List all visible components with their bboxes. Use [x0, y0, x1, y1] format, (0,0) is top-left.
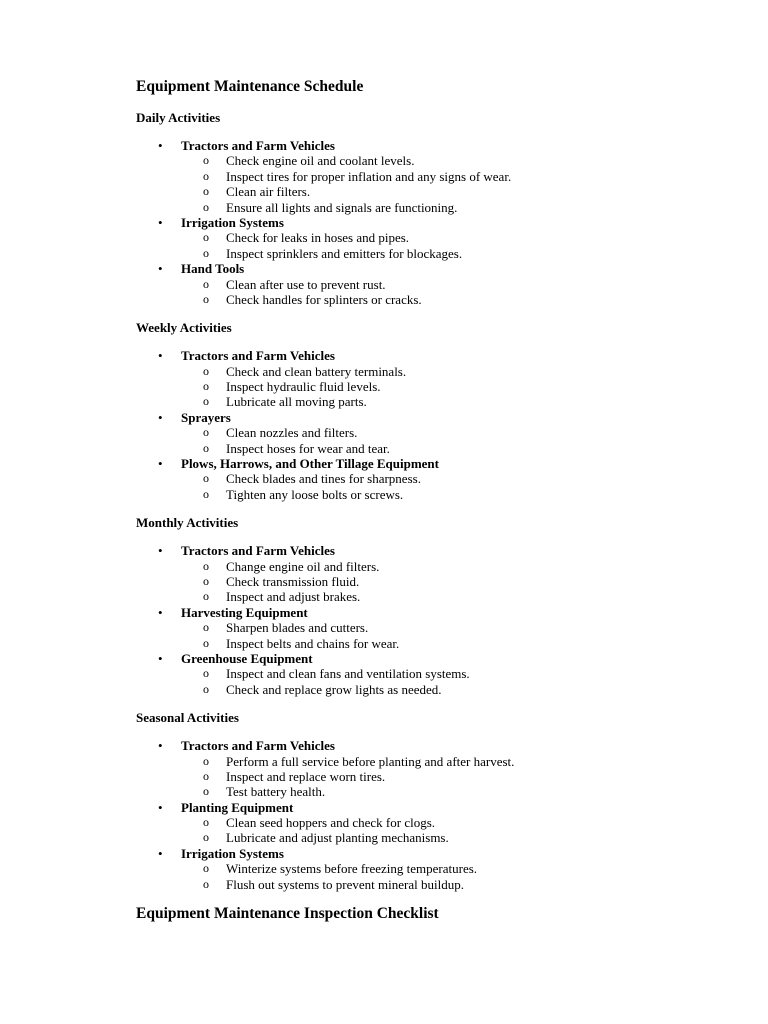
bullet-icon: • [158, 543, 163, 559]
sub-bullet-icon: o [203, 768, 209, 783]
sub-bullet-icon: o [203, 876, 209, 891]
equipment-group-row [136, 846, 736, 861]
task-list [136, 230, 736, 261]
task-item [136, 574, 736, 589]
equipment-group [136, 800, 736, 846]
sub-bullet-icon: o [203, 363, 209, 378]
sub-bullet-icon: o [203, 276, 209, 291]
document-title: Equipment Maintenance Schedule [136, 78, 364, 95]
task-item [136, 754, 736, 769]
task-text: Check handles for splinters or cracks. [226, 291, 422, 307]
equipment-group [136, 738, 736, 800]
bullet-icon: • [158, 456, 163, 472]
sub-bullet-icon: o [203, 861, 209, 876]
equipment-group-name: Tractors and Farm Vehicles [181, 738, 335, 754]
equipment-group-list [136, 738, 736, 892]
equipment-group-row [136, 605, 736, 620]
equipment-group-row [136, 800, 736, 815]
equipment-group-row [136, 261, 736, 276]
task-item [136, 379, 736, 394]
bullet-icon: • [158, 138, 163, 153]
equipment-group-name: Hand Tools [181, 261, 245, 277]
equipment-group-row [136, 215, 736, 230]
equipment-group-name: Tractors and Farm Vehicles [181, 138, 335, 153]
task-text: Change engine oil and filters. [226, 558, 380, 574]
equipment-group [136, 261, 736, 307]
task-text: Inspect belts and chains for wear. [226, 635, 400, 651]
bullet-icon: • [158, 604, 163, 620]
task-text: Flush out systems to prevent mineral buildup. [226, 876, 464, 892]
bullet-icon: • [158, 845, 163, 861]
sub-bullet-icon: o [203, 291, 209, 306]
task-list [136, 620, 736, 651]
task-text: Lubricate and adjust planting mechanisms. [226, 830, 449, 846]
equipment-group-name: Tractors and Farm Vehicles [181, 543, 335, 559]
sub-bullet-icon: o [203, 168, 209, 183]
sub-bullet-icon: o [203, 753, 209, 768]
equipment-group-row [136, 138, 736, 153]
task-text: Inspect tires for proper inflation and any signs of wear. [226, 168, 512, 184]
task-item [136, 861, 736, 876]
task-item [136, 769, 736, 784]
task-text: Ensure all lights and signals are functioning. [226, 199, 458, 215]
sections-container [136, 108, 736, 903]
task-text: Lubricate all moving parts. [226, 394, 367, 410]
task-list [136, 666, 736, 697]
sub-bullet-icon: o [203, 184, 209, 199]
equipment-group [136, 215, 736, 261]
sub-bullet-icon: o [203, 230, 209, 245]
equipment-group-list [136, 348, 736, 502]
task-item [136, 169, 736, 184]
task-text: Perform a full service before planting and after harvest. [226, 753, 515, 769]
sub-bullet-icon: o [203, 589, 209, 604]
sub-bullet-icon: o [203, 681, 209, 696]
task-text: Clean after use to prevent rust. [226, 276, 386, 292]
checklist-heading: Equipment Maintenance Inspection Checklist [136, 905, 439, 923]
bullet-icon: • [158, 650, 163, 666]
task-text: Clean air filters. [226, 184, 311, 200]
sub-bullet-icon: o [203, 153, 209, 168]
sub-bullet-icon: o [203, 620, 209, 635]
task-text: Test battery health. [226, 784, 326, 800]
equipment-group [136, 138, 736, 215]
equipment-group-row [136, 348, 736, 363]
task-list [136, 153, 736, 215]
equipment-group-row [136, 410, 736, 425]
task-item [136, 784, 736, 799]
task-item [136, 636, 736, 651]
task-item [136, 487, 736, 502]
task-text: Check blades and tines for sharpness. [226, 471, 421, 487]
task-item [136, 425, 736, 440]
task-list [136, 754, 736, 800]
task-text: Check transmission fluid. [226, 573, 360, 589]
task-item [136, 394, 736, 409]
sub-bullet-icon: o [203, 425, 209, 440]
task-text: Check engine oil and coolant levels. [226, 153, 415, 169]
equipment-group-row [136, 738, 736, 753]
bullet-icon: • [158, 261, 163, 277]
task-item [136, 364, 736, 379]
task-list [136, 425, 736, 456]
document-body [136, 76, 736, 925]
sub-bullet-icon: o [203, 666, 209, 681]
sub-bullet-icon: o [203, 245, 209, 260]
bullet-icon: • [158, 799, 163, 815]
equipment-group [136, 605, 736, 651]
task-item [136, 200, 736, 215]
sub-bullet-icon: o [203, 199, 209, 214]
equipment-group [136, 543, 736, 605]
equipment-group-list [136, 543, 736, 697]
task-item [136, 184, 736, 199]
equipment-group-list [136, 138, 736, 307]
task-list [136, 364, 736, 410]
task-text: Inspect hoses for wear and tear. [226, 440, 390, 456]
equipment-group-name: Harvesting Equipment [181, 604, 308, 620]
task-list [136, 861, 736, 892]
task-text: Sharpen blades and cutters. [226, 620, 369, 636]
task-list [136, 815, 736, 846]
equipment-group-name: Irrigation Systems [181, 845, 284, 861]
task-text: Check and replace grow lights as needed. [226, 681, 442, 697]
sub-bullet-icon: o [203, 471, 209, 486]
task-text: Winterize systems before freezing temperatures. [226, 861, 478, 877]
task-text: Inspect and adjust brakes. [226, 589, 361, 605]
equipment-group-name: Planting Equipment [181, 799, 294, 815]
equipment-group-name: Sprayers [181, 409, 231, 425]
equipment-group [136, 651, 736, 697]
task-item [136, 682, 736, 697]
sub-bullet-icon: o [203, 830, 209, 845]
bullet-icon: • [158, 348, 163, 364]
section-heading: Weekly Activities [136, 320, 232, 336]
task-text: Tighten any loose bolts or screws. [226, 486, 404, 502]
task-item [136, 559, 736, 574]
task-list [136, 559, 736, 605]
task-item [136, 292, 736, 307]
task-text: Clean seed hoppers and check for clogs. [226, 815, 436, 831]
task-list [136, 471, 736, 502]
task-item [136, 230, 736, 245]
sub-bullet-icon: o [203, 440, 209, 455]
task-text: Check for leaks in hoses and pipes. [226, 230, 410, 246]
sub-bullet-icon: o [203, 784, 209, 799]
sub-bullet-icon: o [203, 394, 209, 409]
task-text: Inspect sprinklers and emitters for blockages. [226, 245, 463, 261]
task-text: Clean nozzles and filters. [226, 425, 358, 441]
section-heading: Daily Activities [136, 110, 221, 125]
equipment-group [136, 410, 736, 456]
bullet-icon: • [158, 214, 163, 230]
sub-bullet-icon: o [203, 815, 209, 830]
equipment-group-row [136, 543, 736, 558]
task-item [136, 877, 736, 892]
task-item [136, 153, 736, 168]
task-item [136, 441, 736, 456]
task-text: Inspect and replace worn tires. [226, 768, 386, 784]
sub-bullet-icon: o [203, 573, 209, 588]
sub-bullet-icon: o [203, 486, 209, 501]
task-item [136, 589, 736, 604]
task-item [136, 620, 736, 635]
task-item [136, 815, 736, 830]
equipment-group-name: Greenhouse Equipment [181, 650, 313, 666]
sub-bullet-icon: o [203, 558, 209, 573]
task-text: Inspect and clean fans and ventilation systems. [226, 666, 470, 682]
section-heading: Seasonal Activities [136, 710, 239, 726]
equipment-group-name: Plows, Harrows, and Other Tillage Equipment [181, 456, 439, 472]
task-item [136, 666, 736, 681]
equipment-group [136, 846, 736, 892]
bullet-icon: • [158, 409, 163, 425]
task-item [136, 277, 736, 292]
task-text: Check and clean battery terminals. [226, 363, 407, 379]
sub-bullet-icon: o [203, 379, 209, 394]
section-heading: Monthly Activities [136, 515, 239, 531]
equipment-group [136, 456, 736, 502]
equipment-group-row [136, 456, 736, 471]
equipment-group-row [136, 651, 736, 666]
equipment-group-name: Tractors and Farm Vehicles [181, 348, 335, 364]
task-item [136, 830, 736, 845]
equipment-group-name: Irrigation Systems [181, 214, 284, 230]
sub-bullet-icon: o [203, 635, 209, 650]
task-text: Inspect hydraulic fluid levels. [226, 379, 381, 395]
task-list [136, 277, 736, 308]
task-item [136, 246, 736, 261]
task-item [136, 471, 736, 486]
bullet-icon: • [158, 738, 163, 754]
equipment-group [136, 348, 736, 410]
